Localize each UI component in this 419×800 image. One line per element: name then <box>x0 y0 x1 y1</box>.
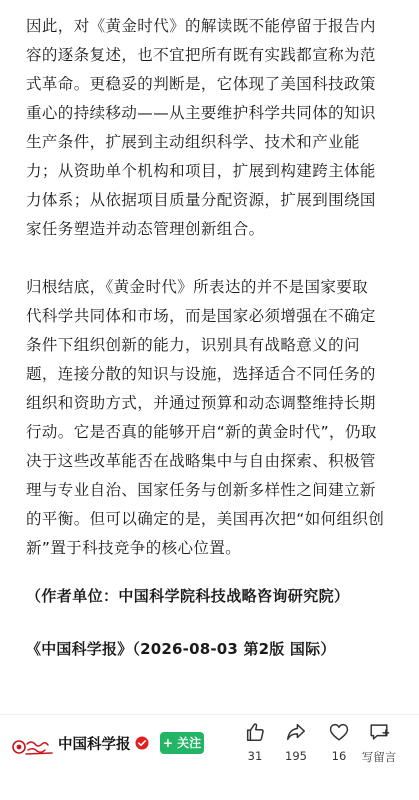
comment-label: 写留言 <box>361 750 397 764</box>
like-action[interactable] <box>235 721 275 763</box>
paragraph-1 <box>26 0 400 244</box>
paragraph-2 <box>26 273 400 563</box>
heart-icon <box>328 721 350 743</box>
share-count: 195 <box>285 749 307 763</box>
paragraph-line: 行动。它是否真的能够开启“新的黄金时代”，仍取 <box>26 423 377 441</box>
paragraph-line: 题，连接分散的知识与设施，选择适合不同任务的 <box>26 365 376 383</box>
account-logo-icon[interactable] <box>12 736 56 760</box>
paragraph-line: 力体系；从依据项目质量分配资源，扩展到围绕国 <box>26 191 376 209</box>
paragraph-line: 容的逐条复述，也不宜把所有既有实践都宣称为范 <box>26 46 376 64</box>
paragraph-line: 理与专业自治、国家任务与创新多样性之间建立新 <box>26 481 376 499</box>
bottom-action-bar <box>0 714 419 800</box>
paragraph-line: 因此，对《黄金时代》的解读既不能停留于报告内 <box>26 17 376 35</box>
paragraph-line: 决于这些改革能否在战略集中与自由探索、积极管 <box>26 452 376 470</box>
thumbs-up-icon <box>244 721 266 743</box>
share-action[interactable] <box>276 721 316 763</box>
paragraph-line: 归根结底，《黄金时代》所表达的并不是国家要取 <box>26 278 369 296</box>
paragraph-line: 代科学共同体和市场，而是国家必须增强在不确定 <box>26 307 376 325</box>
comment-action[interactable] <box>359 721 399 765</box>
verified-badge-icon <box>135 736 149 750</box>
paragraph-line: 力；从资助单个机构和项目，扩展到构建跨主体能 <box>26 162 376 180</box>
article-body <box>26 0 400 660</box>
follow-button[interactable]: + 关注 <box>160 732 204 754</box>
paragraph-line: 的平衡。但可以确定的是，美国再次把“如何组织创 <box>26 510 385 528</box>
article-source: 《中国科学报》（2026-08-03 第2版 国际） <box>26 640 336 658</box>
paragraph-line: 生产条件，扩展到主动组织科学、技术和产业能 <box>26 133 360 151</box>
author-unit: （作者单位：中国科学院科技战略咨询研究院） <box>26 587 350 605</box>
paragraph-line: 条件下组织创新的能力，识别具有战略意义的问 <box>26 336 360 354</box>
paragraph-line: 家任务塑造并动态管理创新组合。 <box>26 220 265 238</box>
favorite-action[interactable] <box>319 721 359 763</box>
account-name[interactable]: 中国科学报 <box>58 737 131 753</box>
paragraph-line: 组织和资助方式，并通过预算和动态调整维持长期 <box>26 394 376 412</box>
paragraph-line: 式革命。更稳妥的判断是，它体现了美国科技政策 <box>26 75 376 93</box>
share-arrow-icon <box>285 721 307 743</box>
favorite-count: 16 <box>331 749 347 763</box>
paragraph-line: 新”置于科技竞争的核心位置。 <box>26 539 242 557</box>
comment-icon <box>368 721 390 743</box>
paragraph-line: 重心的持续移动——从主要维护科学共同体的知识 <box>26 104 376 122</box>
like-count: 31 <box>247 749 263 763</box>
